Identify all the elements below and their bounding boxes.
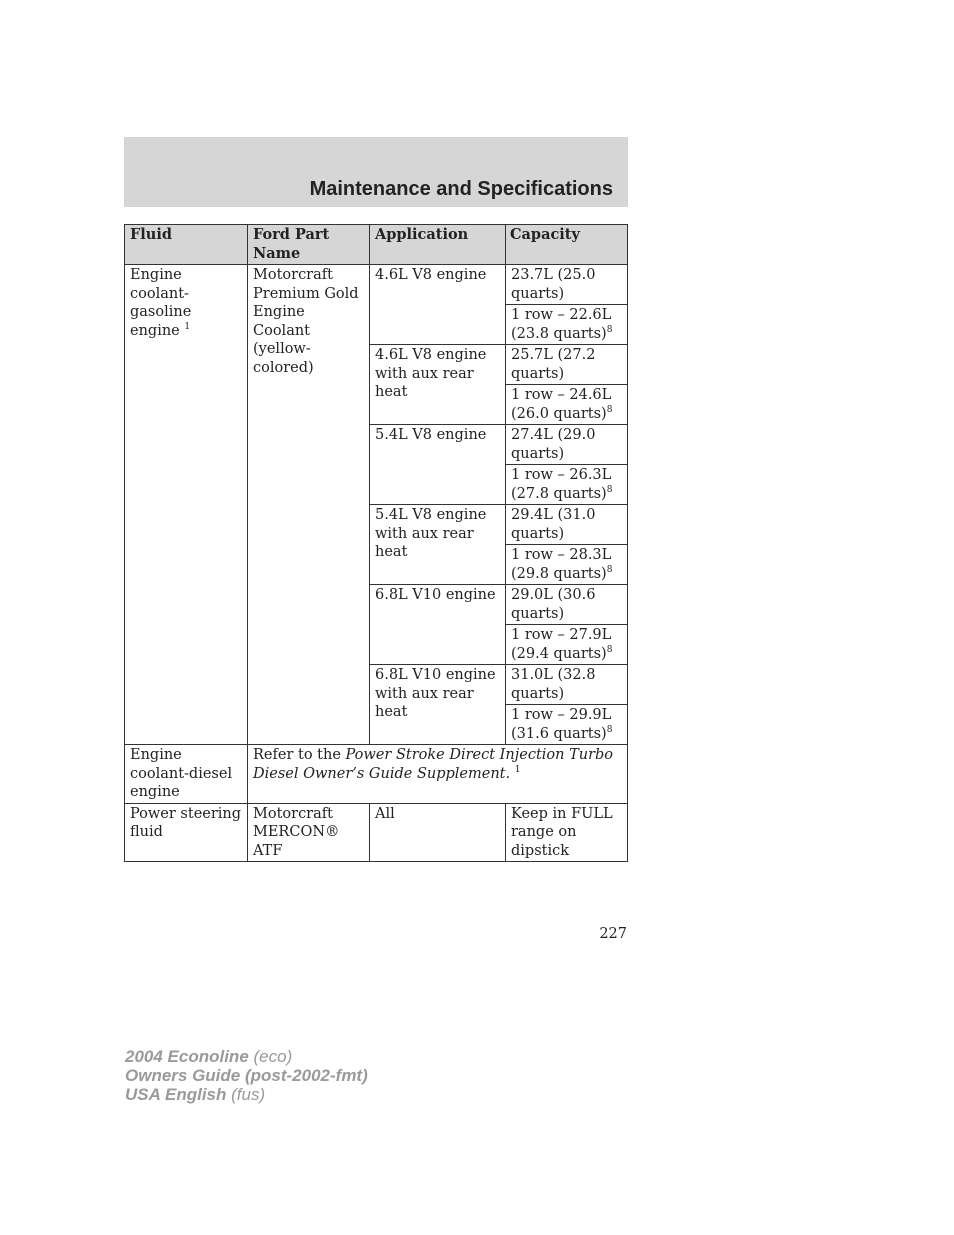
capacity-cell <box>506 305 628 345</box>
footnote-ref: 1 <box>184 321 191 332</box>
capacity-cell <box>506 385 628 425</box>
capacity-cell <box>506 465 628 505</box>
application-cell: 6.8L V10 engine with aux rear heat <box>370 665 506 745</box>
capacity-cell: Keep in FULL range on dipstick <box>506 803 628 862</box>
fluid-text: Engine coolant-gasoline engine <box>130 267 192 339</box>
capacity-cell: 29.0L (30.6 quarts) <box>506 585 628 625</box>
capacity-text: 1 row – 22.6L (23.8 quarts) <box>511 307 612 342</box>
refer-cell <box>248 745 628 804</box>
table-row <box>125 745 628 804</box>
header-part-name: Ford Part Name <box>248 225 370 265</box>
footnote-ref: 8 <box>606 724 613 735</box>
fluid-spec-table <box>124 224 628 862</box>
footnote-ref: 1 <box>514 764 521 775</box>
application-cell: 4.6L V8 engine with aux rear heat <box>370 345 506 425</box>
application-cell: 5.4L V8 engine with aux rear heat <box>370 505 506 585</box>
capacity-cell <box>506 545 628 585</box>
table-row <box>125 265 628 305</box>
footer-guide: Owners Guide (post-2002-fmt) <box>125 1066 368 1085</box>
capacity-cell: 25.7L (27.2 quarts) <box>506 345 628 385</box>
capacity-cell <box>506 705 628 745</box>
page-number: 227 <box>599 926 627 942</box>
table-row <box>125 803 628 862</box>
header-fluid: Fluid <box>125 225 248 265</box>
document-footer <box>125 1047 368 1104</box>
footer-model: 2004 Econoline <box>125 1047 249 1066</box>
supplement-title: Power Stroke Direct Injection Turbo Diesel Owner’s Guide Supplement. <box>253 747 614 782</box>
capacity-text: 1 row – 27.9L (29.4 quarts) <box>511 627 612 662</box>
fluid-cell: Engine coolant-diesel engine <box>125 745 248 804</box>
footnote-ref: 8 <box>606 564 613 575</box>
part-cell: Motorcraft Premium Gold Engine Coolant (yellow-colored) <box>248 265 370 745</box>
footnote-ref: 8 <box>606 404 613 415</box>
capacity-text: 1 row – 29.9L (31.6 quarts) <box>511 707 612 742</box>
capacity-text: 1 row – 24.6L (26.0 quarts) <box>511 387 612 422</box>
capacity-cell: 31.0L (32.8 quarts) <box>506 665 628 705</box>
application-cell: 5.4L V8 engine <box>370 425 506 505</box>
footnote-ref: 8 <box>606 484 613 495</box>
part-cell: Motorcraft MERCON® ATF <box>248 803 370 862</box>
section-title: Maintenance and Specifications <box>309 178 613 200</box>
capacity-text: 1 row – 26.3L (27.8 quarts) <box>511 467 612 502</box>
header-capacity: Capacity <box>506 225 628 265</box>
fluid-cell <box>125 265 248 745</box>
footnote-ref: 8 <box>606 324 613 335</box>
footnote-ref: 8 <box>606 644 613 655</box>
refer-text: Refer to the <box>253 747 346 763</box>
application-cell: All <box>370 803 506 862</box>
table-header-row <box>125 225 628 265</box>
capacity-cell: 29.4L (31.0 quarts) <box>506 505 628 545</box>
footer-model-code: (eco) <box>253 1047 293 1066</box>
fluid-cell: Power steering fluid <box>125 803 248 862</box>
section-header <box>124 137 628 207</box>
footer-language-code: (fus) <box>231 1085 266 1104</box>
capacity-cell <box>506 625 628 665</box>
application-cell: 4.6L V8 engine <box>370 265 506 345</box>
capacity-cell: 27.4L (29.0 quarts) <box>506 425 628 465</box>
capacity-cell: 23.7L (25.0 quarts) <box>506 265 628 305</box>
header-application: Application <box>370 225 506 265</box>
capacity-text: 1 row – 28.3L (29.8 quarts) <box>511 547 612 582</box>
footer-language: USA English <box>125 1085 227 1104</box>
application-cell: 6.8L V10 engine <box>370 585 506 665</box>
